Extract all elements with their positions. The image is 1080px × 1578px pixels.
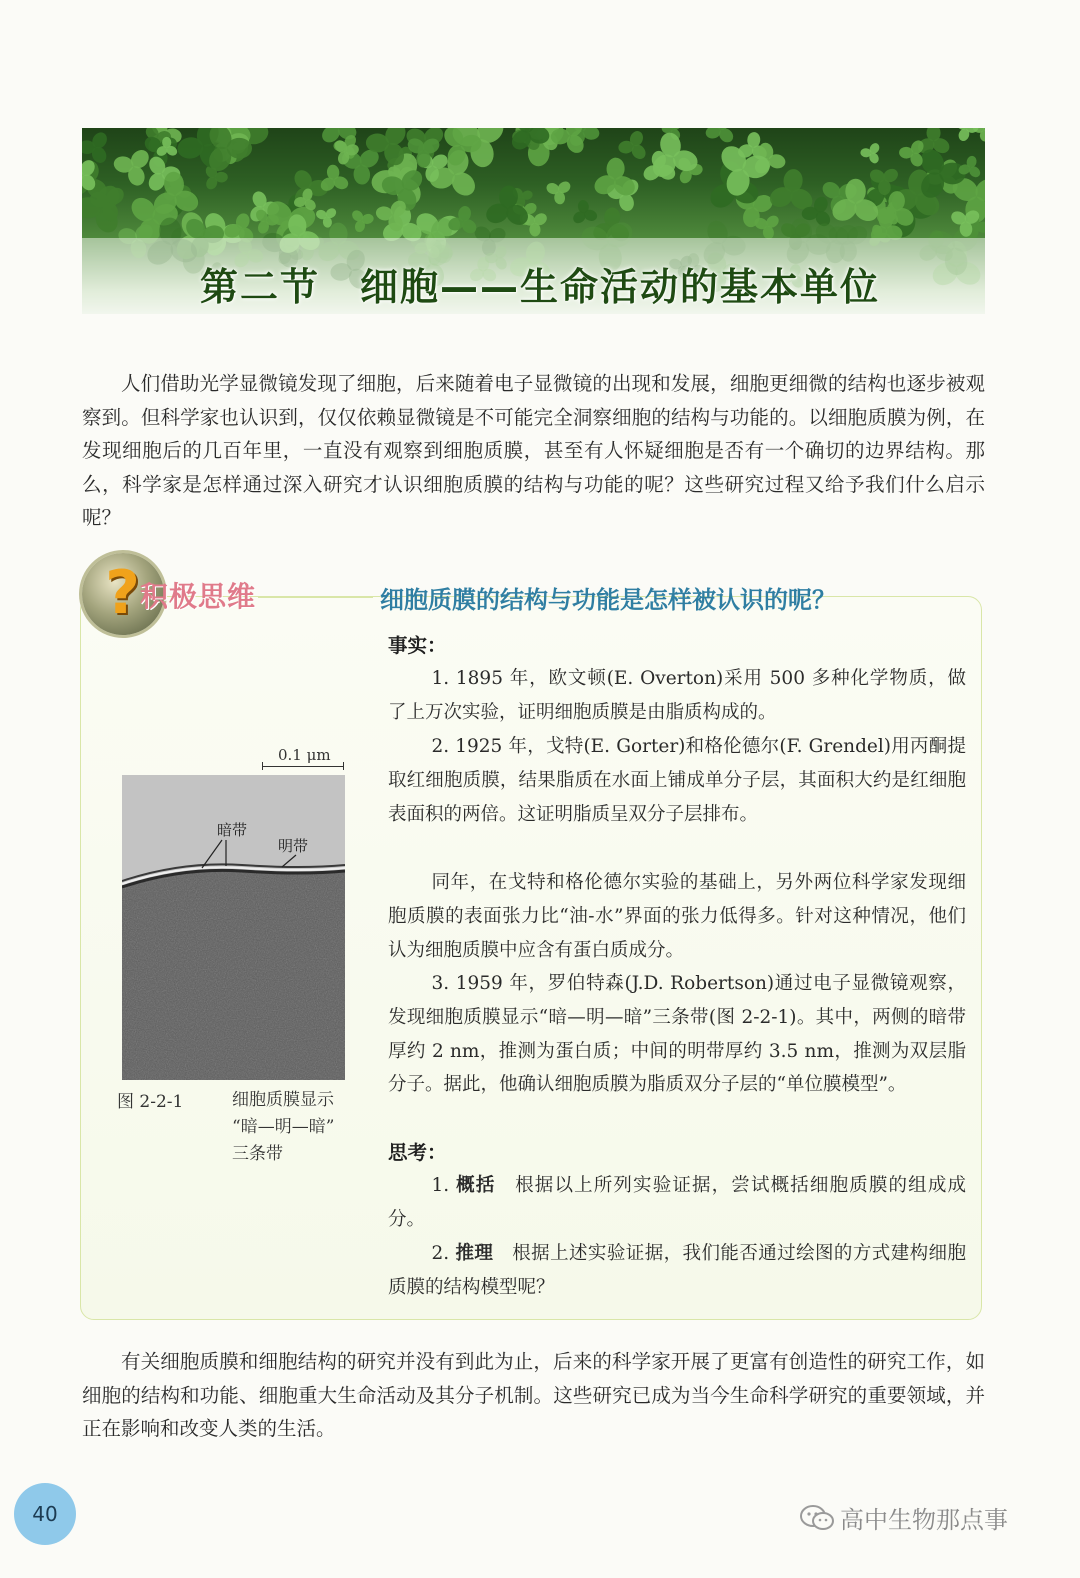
thinking-question: 2. 推理 根据上述实验证据，我们能否通过绘图的方式建构细胞质膜的结构模型呢？ [388,1243,966,1298]
intro-paragraph: 人们借助光学显微镜发现了细胞，后来随着电子显微镜的出现和发展，细胞更细微的结构也逐步被观察到。但科学家也认识到，仅仅依赖显微镜是不可能完全洞察细胞的结构与功能的。以细胞质膜为例，在发现细胞后的几百年里，一直没有观察到细胞质膜，甚至有人怀疑细胞是否有一个确切的边界结构。那么，科学家是怎样通过深入研究才认识细胞质膜的结构与功能的呢？这些研究过程又给予我们什么启示呢？ [82,372,985,529]
question-keyword: 概括 [456,1175,496,1196]
box-question: 细胞质膜的结构与功能是怎样被认识的呢？ [380,586,836,614]
watermark: 高中生物那点事 [800,1500,1008,1535]
section-title: 第二节 细胞——生命活动的基本单位 [199,265,880,309]
question-mark-icon: ? [105,558,140,628]
fact-item: 3. 1959 年，罗伯特森(J.D. Robertson)通过电子显微镜观察，发现细胞质膜显示“暗—明—暗”三条带(图 2-2-1)。其中，两侧的暗带厚约 2 nm，推测为蛋白质；中间的明带厚约 3.5 nm，推测为双层脂分子。据此，他确认细胞质膜为脂质双分子层的“单位膜模型”。 [388,973,966,1096]
question-keyword: 推理 [455,1243,494,1264]
closing-paragraph: 有关细胞质膜和细胞结构的研究并没有到此为止，后来的科学家开展了更富有创造性的研究工作，如细胞的结构和功能、细胞重大生命活动及其分子机制。这些研究已成为当今生命科学研究的重要领域，并正在影响和改变人类的生活。 [82,1350,985,1440]
membrane-micrograph [122,775,345,1080]
badge-label: 积极思维 [140,580,257,613]
scale-bar [262,766,344,767]
dark-band-label: 暗带 [217,821,248,839]
fact-item: 2. 1925 年，戈特(E. Gorter)和格伦德尔(F. Grendel)用丙酮提取红细胞质膜，结果脂质在水面上铺成单分子层，其面积大约是红细胞表面积的两倍。这证明脂质呈双分子层排布。 [388,736,966,825]
fact-item: 1. 1895 年，欧文顿(E. Overton)采用 500 多种化学物质，做了上万次实验，证明细胞质膜是由脂质构成的。 [388,668,966,723]
figure-caption: 细胞质膜显示 “暗—明—暗” 三条带 [232,1090,335,1164]
fact-item: 同年，在戈特和格伦德尔实验的基础上，另外两位科学家发现细胞质膜的表面张力比“油-水”界面的张力低得多。针对这种情况，他们认为细胞质膜中应含有蛋白质成分。 [388,872,966,961]
wechat-icon [800,1504,834,1532]
light-band-label: 明带 [278,837,309,855]
scale-label: 0.1 μm [278,746,331,764]
thinking-question: 1. 概括 根据以上所列实验证据，尝试概括细胞质膜的组成成分。 [388,1175,966,1230]
facts-heading: 事实： [388,634,447,657]
thinking-heading: 思考： [388,1141,447,1164]
page-number: 40 [14,1483,76,1545]
badge-divider [258,597,373,598]
figure-number: 图 2-2-1 [117,1092,184,1112]
